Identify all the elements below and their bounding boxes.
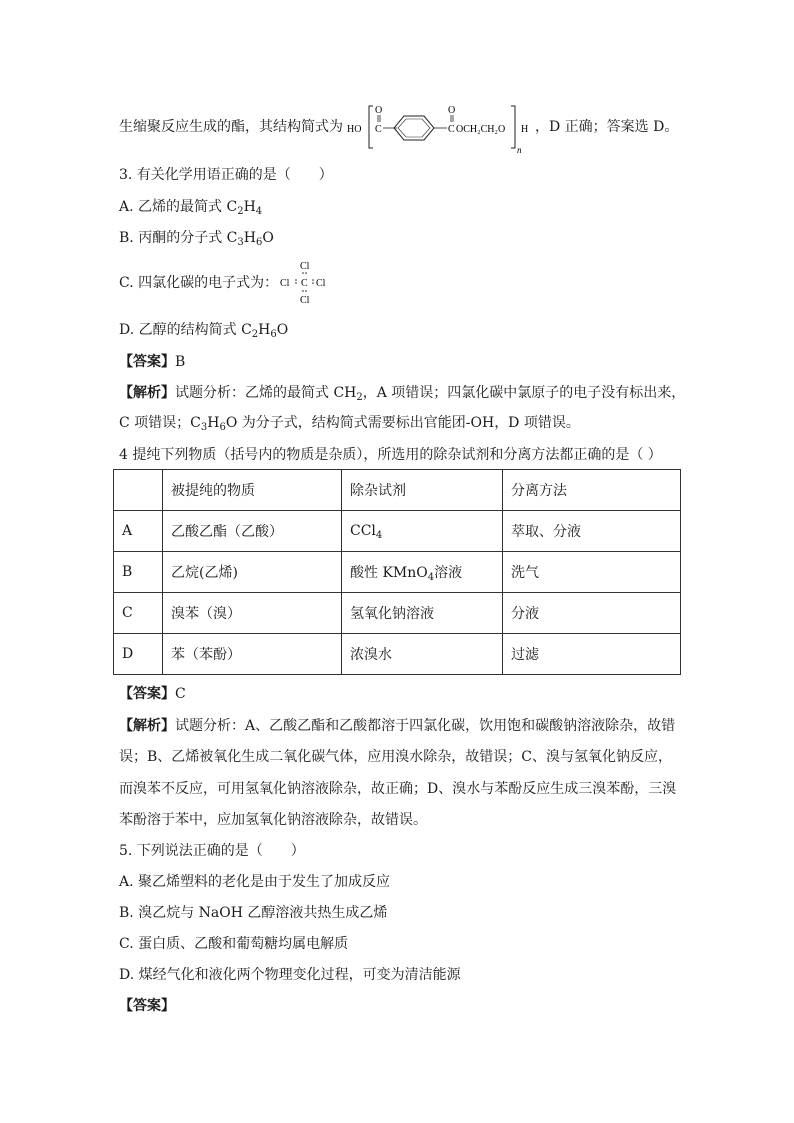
ccl4-top: Cl bbox=[300, 261, 310, 272]
q4-analysis-line-2: 误；B、乙烯被氧化生成二氧化碳气体，应用溴水除杂，故错误；C、溴与氢氧化钠反应， bbox=[119, 749, 672, 765]
q5-stem: 5. 下列说法正确的是（ ） bbox=[119, 843, 305, 859]
q3-option-c: C. 四氯化碳的电子式为： bbox=[119, 275, 279, 291]
q3-answer: 【答案】B bbox=[119, 354, 186, 370]
table-header-cell: 被提纯的物质 bbox=[163, 470, 342, 511]
formula-c1: C bbox=[375, 124, 382, 135]
q4-stem: 4 提纯下列物质（括号内的物质是杂质），所选用的除杂试剂和分离方法都正确的是（ ） bbox=[119, 447, 662, 463]
q3-option-d: D. 乙醇的结构简式 $C_2H_6O$ bbox=[119, 322, 289, 340]
formula-mid: OCH₂CH₂O bbox=[456, 124, 506, 135]
q3-option-a: A. 乙烯的最简式 $C_2H_4$ bbox=[119, 199, 263, 217]
formula-o2: O bbox=[448, 105, 456, 116]
ccl4-left: Cl bbox=[280, 278, 290, 289]
q4-analysis-line-1: 【解析】试题分析：A、乙酸乙酯和乙酸都溶于四氯化碳，饮用饱和碳酸钠溶液除杂，故错 bbox=[119, 718, 676, 734]
ccl4-electron-formula bbox=[278, 258, 334, 306]
table-header-cell bbox=[114, 470, 163, 511]
q4-analysis-line-4: 苯酚溶于苯中，应加氢氧化钠溶液除杂，故错误。 bbox=[119, 812, 427, 828]
table-header-cell: 除杂试剂 bbox=[342, 470, 503, 511]
polyester-structure bbox=[345, 100, 535, 156]
q4-analysis-line-3: 而溴苯不反应，可用氢氧化钠溶液除杂，故正确；D、溴水与苯酚反应生成三溴苯酚，三溴 bbox=[119, 781, 677, 797]
formula-ho: HO bbox=[347, 124, 362, 135]
table-row: C 溴苯（溴） 氢氧化钠溶液 分液 bbox=[114, 593, 681, 634]
ccl4-center: C bbox=[301, 278, 308, 289]
svg-text:C: C bbox=[448, 124, 455, 135]
q5-answer-label: 【答案】 bbox=[119, 998, 175, 1014]
table-header-row bbox=[114, 470, 681, 511]
ccl4-right: Cl bbox=[316, 278, 326, 289]
table-row: B 乙烷(乙烯) 酸性 KMnO$_4$溶液 洗气 bbox=[114, 552, 681, 593]
ccl4-bottom: Cl bbox=[300, 295, 310, 306]
q4-answer: 【答案】C bbox=[119, 686, 186, 702]
q3-stem: 3. 有关化学用语正确的是（ ） bbox=[119, 167, 333, 183]
q3-option-b: B. 丙酮的分子式 $C_3H_6O$ bbox=[119, 230, 274, 248]
purification-table bbox=[113, 469, 681, 675]
q2-tail-before: 生缩聚反应生成的酯，其结构简式为 bbox=[119, 119, 343, 135]
q2-tail-line bbox=[119, 117, 343, 137]
q5-option-b: B. 溴乙烷与 NaOH 乙醇溶液共热生成乙烯 bbox=[119, 905, 388, 921]
q3-analysis-line-1: 【解析】试题分析：乙烯的最简式 $CH_2$，A 项错误；四氯化碳中氯原子的电子没有标出来， bbox=[119, 385, 686, 403]
right-bracket bbox=[511, 106, 515, 148]
q2-tail-after: ，D 正确；答案选 D。 bbox=[535, 119, 679, 135]
q3-analysis-line-2: C 项错误；$C_3H_6O$ 为分子式，结构简式需要标出官能团-OH，D 项错误。 bbox=[119, 415, 580, 433]
table-row: A 乙酸乙酯（乙酸） CCl$_4$ 萃取、分液 bbox=[114, 511, 681, 552]
benzene-ring bbox=[394, 116, 434, 140]
q5-option-a: A. 聚乙烯塑料的老化是由于发生了加成反应 bbox=[119, 874, 391, 890]
table-row: D 苯（苯酚） 浓溴水 过滤 bbox=[114, 634, 681, 675]
q2-tail-after-wrap bbox=[535, 117, 678, 137]
formula-h: H bbox=[521, 124, 529, 135]
q5-option-d: D. 煤经气化和液化两个物理变化过程，可变为清洁能源 bbox=[119, 967, 461, 983]
table-header-cell: 分离方法 bbox=[503, 470, 681, 511]
formula-n: n bbox=[517, 145, 522, 155]
left-bracket bbox=[369, 106, 373, 148]
q5-option-c: C. 蛋白质、乙酸和葡萄糖均属电解质 bbox=[119, 936, 349, 952]
formula-o1: O bbox=[375, 105, 383, 116]
